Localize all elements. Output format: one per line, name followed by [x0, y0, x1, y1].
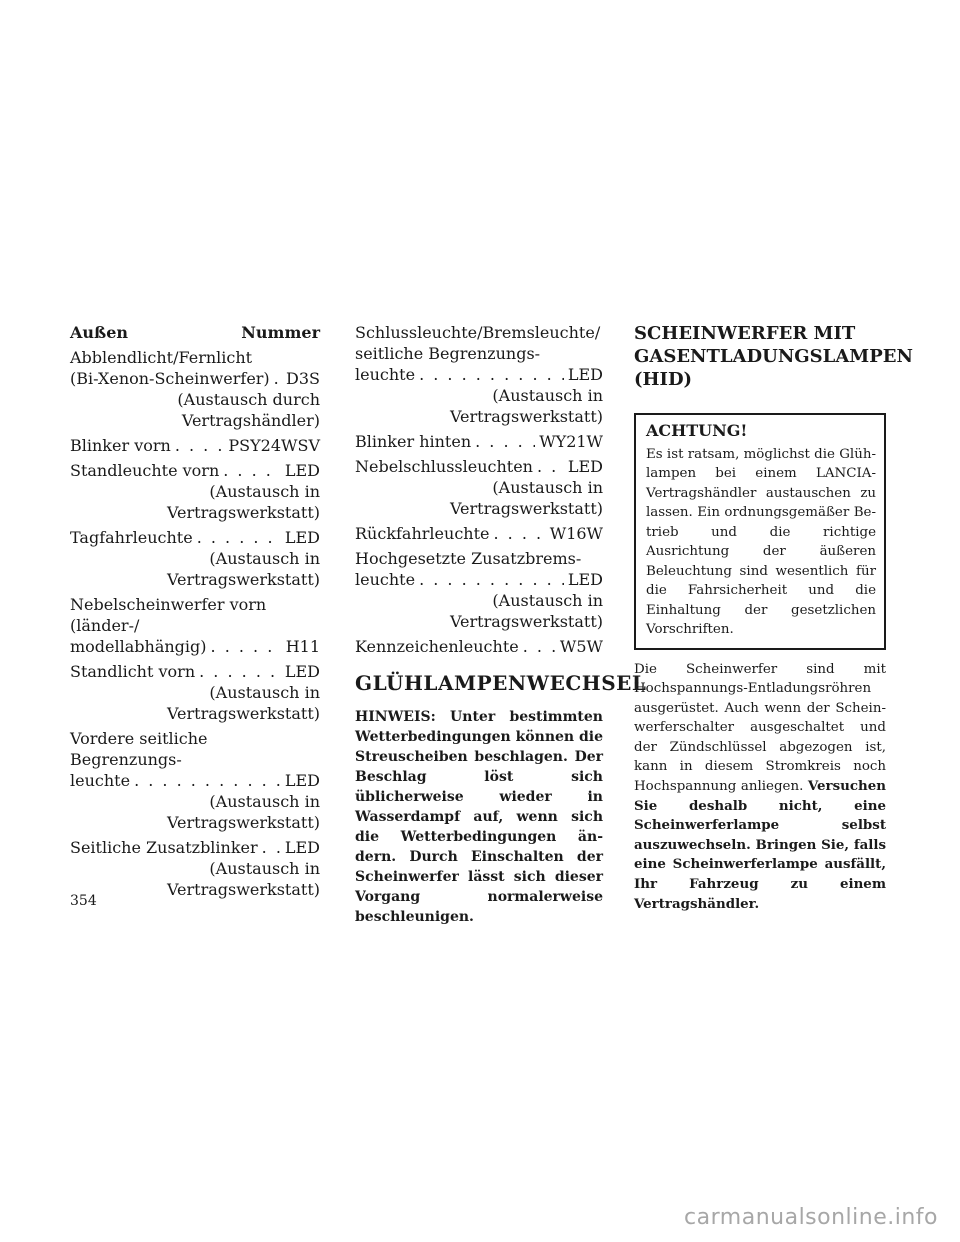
- list-item: [355, 523, 603, 544]
- bulb-number: LED: [284, 838, 320, 857]
- bulb-name: Blinker vorn: [70, 436, 171, 455]
- bulb-note: (Austausch in: [209, 683, 320, 702]
- list-item: [355, 322, 603, 427]
- bulb-name: Nebelschlussleuchten: [355, 457, 533, 476]
- bulb-name: (Bi-Xenon-Scheinwerfer): [70, 369, 270, 388]
- bulb-name: Seitliche Zusatzblinker: [70, 838, 258, 857]
- bulb-name-line: seitliche Begrenzungs-: [355, 344, 541, 363]
- list-item: [70, 460, 320, 523]
- bulb-name-line: Schlussleuchte/Bremsleuchte/: [355, 323, 601, 342]
- bulb-note: Vertragswerkstatt): [166, 503, 320, 522]
- hid-paragraph-text: Die Scheinwerfer sind mit Hochspannungs-Entladungsröhren ausgerüstet. Auch wenn der Scheinwerferschalter ausgeschaltet und der Zündschlüssel abgezogen ist, kann in diesem Stromkreis noch Hochspannung anliegen.: [634, 661, 886, 795]
- bulb-number: LED: [284, 662, 320, 681]
- list-item: [70, 661, 320, 724]
- bulb-note: Vertragswerkstatt): [449, 612, 603, 631]
- list-item: [355, 456, 603, 519]
- bulb-name: modellabhängig): [70, 637, 207, 656]
- bulb-name: Standlicht vorn: [70, 662, 196, 681]
- bulb-note: (Austausch in: [209, 859, 320, 878]
- bulb-note: (Austausch in: [209, 482, 320, 501]
- bulb-note: (Austausch durch: [177, 390, 320, 409]
- list-item: [70, 527, 320, 590]
- bulb-note: Vertragswerkstatt): [449, 407, 603, 426]
- hid-paragraph-warning: Versuchen Sie deshalb nicht, eine Scheinwerferlampe selbst auszuwechseln. Bringen Sie, falls eine Scheinwerferlampe ausfällt, Ihr Fahrzeug zu einem Vertragshändler.: [634, 778, 886, 912]
- hid-section: [634, 322, 913, 914]
- bulb-name: Tagfahrleuchte: [70, 528, 193, 547]
- bulb-name-line: Abblendlicht/Fernlicht: [70, 348, 253, 367]
- bulb-number: D3S: [286, 369, 320, 388]
- bulb-name-line: Vordere seitliche Begrenzungs-: [70, 729, 208, 769]
- bulb-note: Vertragswerkstatt): [166, 704, 320, 723]
- bulb-name: leuchte: [355, 365, 416, 384]
- header-exterior: Außen: [70, 323, 129, 342]
- list-item: [355, 636, 603, 657]
- list-item: [70, 728, 320, 833]
- bulb-note: (Austausch in: [492, 591, 603, 610]
- bulb-note: Vertragswerkstatt): [166, 570, 320, 589]
- list-item: [70, 347, 320, 431]
- bulb-number: W5W: [559, 637, 603, 656]
- bulb-number: H11: [285, 637, 320, 656]
- section-title-bulb-replacement: GLÜHLAMPENWECHSEL: [355, 671, 647, 695]
- bulb-name-line: Nebelscheinwerfer vorn (länder-/: [70, 595, 267, 635]
- bulb-number: PSY24WSV: [228, 436, 320, 455]
- list-item: [70, 435, 320, 456]
- rear-bulb-list: [355, 322, 647, 927]
- list-item: [355, 431, 603, 452]
- bulb-name: Blinker hinten: [355, 432, 472, 451]
- bulb-note: Vertragswerkstatt): [166, 813, 320, 832]
- list-item: [70, 837, 320, 900]
- bulb-name: Rückfahrleuchte: [355, 524, 490, 543]
- warning-title: ACHTUNG!: [646, 421, 748, 440]
- header-number: Nummer: [241, 323, 320, 342]
- bulb-note: Vertragswerkstatt): [166, 880, 320, 899]
- bulb-number: WY21W: [539, 432, 603, 451]
- bulb-name-line: Hochgesetzte Zusatzbrems-: [355, 549, 582, 568]
- table-header: [70, 322, 320, 343]
- bulb-number: LED: [567, 457, 603, 476]
- bulb-number: LED: [567, 570, 603, 589]
- hid-paragraph: [634, 660, 886, 915]
- bulb-note: Vertragshändler): [181, 411, 320, 430]
- watermark: carmanualsonline.info: [684, 1205, 938, 1230]
- warning-box: [634, 413, 886, 650]
- bulb-number: LED: [284, 528, 320, 547]
- hinweis-note: HINWEIS: Unter bestimmten Wetterbedingungen können die Streuscheiben beschlagen. Der Beschlag löst sich üblicherweise wieder in Wasserdampf auf, wenn sich die Wetterbedingungen ändern. Durch Einschalten der Scheinwerfer lässt sich dieser Vorgang normalerweise beschleunigen.: [355, 709, 603, 925]
- bulb-name: Standleuchte vorn: [70, 461, 220, 480]
- bulb-note: (Austausch in: [209, 549, 320, 568]
- bulb-note: (Austausch in: [492, 386, 603, 405]
- list-item: [70, 594, 320, 657]
- bulb-number: LED: [284, 461, 320, 480]
- bulb-name: leuchte: [355, 570, 416, 589]
- bulb-note: Vertragswerkstatt): [449, 499, 603, 518]
- bulb-number: LED: [284, 771, 320, 790]
- exterior-bulb-list: [70, 322, 320, 904]
- bulb-note: (Austausch in: [492, 478, 603, 497]
- page-number: 354: [70, 893, 97, 909]
- list-item: [355, 548, 603, 632]
- bulb-name: leuchte: [70, 771, 131, 790]
- bulb-number: LED: [567, 365, 603, 384]
- section-title-hid: SCHEINWERFER MIT GASENTLADUNGSLAMPEN (HID): [634, 323, 913, 390]
- bulb-note: (Austausch in: [209, 792, 320, 811]
- bulb-name: Kennzeichenleuchte: [355, 637, 519, 656]
- bulb-number: W16W: [549, 524, 603, 543]
- warning-text: Es ist ratsam, möglichst die Glühlampen bei einem LANCIA-Vertragshändler austauschen zu lassen. Ein ordnungsgemäßer Betrieb und die richtige Ausrichtung der äußeren Beleuchtung sind wesentlich für die Fahrsicherheit und die Einhaltung der gesetzlichen Vorschriften.: [646, 446, 876, 637]
